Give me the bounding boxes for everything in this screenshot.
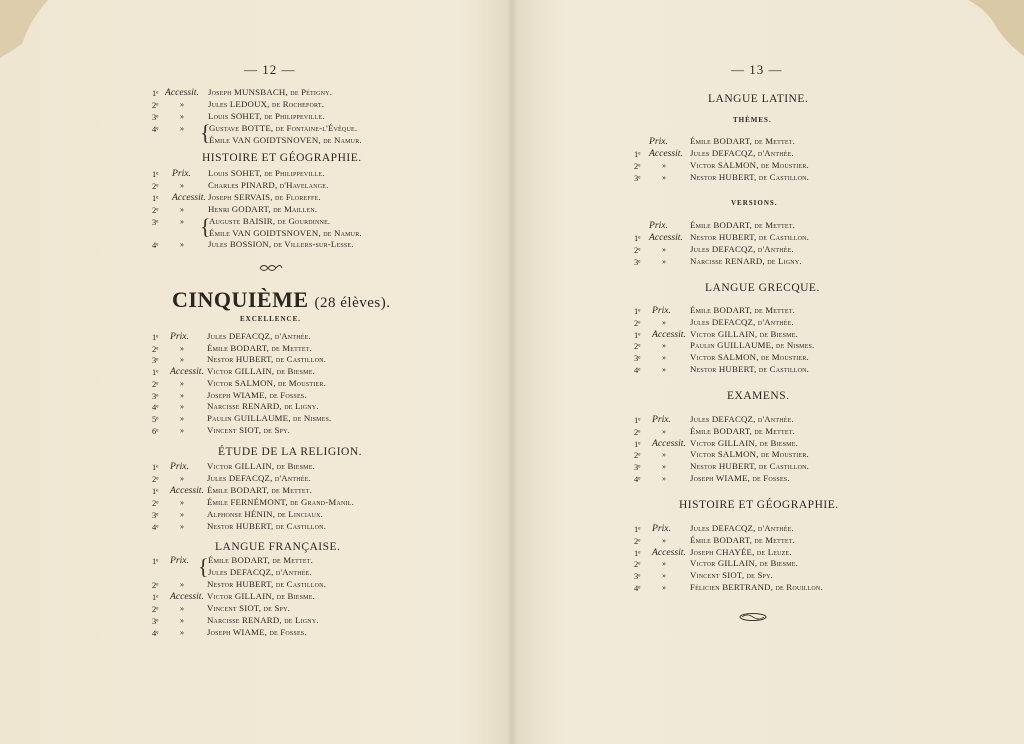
entry-ditto-mark: » (180, 99, 184, 109)
entry-award-type: Prix. (170, 461, 189, 472)
entry-rank: 1ᵉ (152, 192, 159, 203)
entry-award-type: Accessit. (649, 231, 683, 243)
entry-name: Jules DEFACQZ, d'Anthée. (690, 147, 794, 158)
entry-rank: 3ᵉ (152, 111, 159, 122)
entry-rank: 1ᵉ (152, 462, 159, 472)
entry-rank: 3ᵉ (634, 172, 641, 183)
entry-rank: 1ᵉ (152, 367, 159, 378)
entry-rank: 2ᵉ (152, 474, 159, 484)
entry-ditto-mark: » (662, 535, 666, 545)
entry-ditto-mark: » (180, 425, 184, 435)
section-heading: ÉTUDE DE LA RELIGION. (218, 446, 363, 458)
entry-ditto-mark: » (662, 474, 666, 483)
entry-name: Jules LEDOUX, de Rochefort. (208, 98, 325, 109)
entry-rank: 1ᵉ (152, 332, 159, 342)
entry-name: Nestor HUBERT, de Castillon. (207, 579, 327, 589)
entry-rank: 2ᵉ (634, 426, 641, 437)
entry-name: Victor SALMON, de Moustier. (690, 352, 809, 363)
entry-rank: 1ᵉ (152, 169, 159, 179)
entry-award-type: Accessit. (170, 591, 204, 602)
entry-rank: 1ᵉ (634, 148, 641, 159)
entry-name: Joseph WIAME, de Fosses. (207, 389, 307, 400)
entry-rank: 4ᵉ (152, 123, 159, 134)
entry-rank: 2ᵉ (152, 180, 159, 191)
entry-ditto-mark: » (662, 244, 666, 254)
entry-rank: 1ᵉ (152, 592, 159, 602)
entry-rank: 2ᵉ (634, 244, 641, 255)
entry-rank: 1ᵉ (634, 329, 641, 340)
section-heading: LANGUE LATINE. (708, 93, 809, 105)
entry-ditto-mark: » (662, 583, 666, 592)
entry-award-type: Prix. (172, 168, 191, 179)
entry-award-type: Accessit. (652, 437, 686, 449)
entry-name: Victor GILLAIN, de Biesme. (690, 437, 798, 448)
entry-ditto-mark: » (662, 426, 666, 436)
entry-award-type: Accessit. (170, 485, 204, 496)
entry-name: Victor GILLAIN, de Biesme. (690, 558, 798, 569)
entry-rank: 6ᵉ (152, 425, 159, 436)
page-number-left: — 12 — (244, 62, 296, 77)
entry-rank: 3ᵉ (634, 462, 641, 473)
entry-name: Émile BODART, de Mettet. (690, 220, 795, 230)
entry-name: Émile VAN GOIDTSNOVEN, de Namur. (209, 227, 362, 238)
ornament-divider (258, 263, 284, 273)
entry-name: Vincent SIOT, de Spy. (690, 570, 774, 581)
entry-name: Vincent SIOT, de Spy. (207, 603, 291, 613)
entry-name: Jules DEFACQZ, d'Anthée. (207, 331, 311, 341)
entry-rank: 2ᵉ (634, 535, 641, 546)
entry-name: Nestor HUBERT, de Castillon. (690, 171, 810, 182)
entry-ditto-mark: » (180, 240, 184, 250)
section-heading: LANGUE GRECQUE. (705, 282, 820, 294)
entry-name: Félicien BERTRAND, de Rouillon. (690, 582, 823, 592)
section-subheading: VERSIONS. (731, 199, 778, 207)
entry-name: Narcisse RENARD, de Ligny. (207, 401, 319, 412)
entry-rank: 2ᵉ (152, 498, 159, 508)
entry-award-type: Prix. (170, 331, 189, 342)
entry-rank: 1ᵉ (634, 306, 641, 316)
entry-rank: 3ᵉ (634, 353, 641, 364)
entry-ditto-mark: » (180, 180, 184, 190)
entry-ditto-mark: » (180, 628, 184, 637)
entry-rank: 4ᵉ (634, 474, 641, 484)
entry-rank: 4ᵉ (152, 402, 159, 413)
entry-name: Nestor HUBERT, de Castillon. (690, 461, 810, 472)
entry-award-type: Prix. (652, 305, 671, 316)
entry-rank: 3ᵉ (152, 510, 159, 520)
entry-ditto-mark: » (662, 341, 666, 351)
entry-ditto-mark: » (662, 450, 666, 460)
entry-name: Victor SALMON, de Moustier. (690, 159, 809, 170)
entry-name: Nestor HUBERT, de Castillon. (690, 231, 810, 242)
entry-award-type: Prix. (652, 414, 671, 425)
entry-rank: 4ᵉ (634, 583, 641, 593)
entry-name: Émile BODART, de Mettet. (207, 342, 312, 353)
entry-rank: 3ᵉ (634, 571, 641, 582)
entry-name: Auguste BAISIR, de Gourdinne. (209, 215, 331, 226)
entry-rank: 4ᵉ (152, 628, 159, 638)
entry-rank: 3ᵉ (634, 256, 641, 267)
entry-name: Nestor HUBERT, de Castillon. (207, 354, 327, 365)
entry-rank: 2ᵉ (152, 99, 159, 110)
entry-name: Louis SOHET, de Philippeville. (208, 168, 325, 178)
section-subheading: EXCELLENCE. (240, 315, 301, 323)
section-heading: EXAMENS. (727, 390, 790, 402)
class-heading-title: CINQUIÈME (172, 287, 309, 312)
entry-name: Émile BODART, de Mettet. (690, 136, 795, 146)
entry-ditto-mark: » (180, 498, 184, 507)
page-number-right: — 13 — (731, 62, 783, 77)
entry-name: Narcisse RENARD, de Ligny. (207, 615, 319, 625)
section-heading: LANGUE FRANÇAISE. (215, 541, 341, 553)
entry-name: Jules DEFACQZ, d'Anthée. (690, 316, 794, 327)
entry-name: Gustave BOTTE, de Fontaine-l'Évêque. (209, 122, 358, 133)
entry-name: Émile BODART, de Mettet. (690, 425, 795, 436)
entry-rank: 4ᵉ (634, 365, 641, 375)
entry-name: Joseph WIAME, de Fosses. (207, 627, 307, 637)
section-heading: HISTOIRE ET GÉOGRAPHIE. (679, 499, 839, 511)
entry-name: Victor GILLAIN, de Biesme. (690, 328, 798, 339)
entry-ditto-mark: » (662, 160, 666, 170)
entry-ditto-mark: » (180, 510, 184, 519)
entry-ditto-mark: » (662, 365, 666, 374)
entry-award-type: Accessit. (170, 366, 204, 378)
entry-name: Jules DEFACQZ, d'Anthée. (207, 473, 311, 483)
entry-ditto-mark: » (662, 462, 666, 472)
entry-ditto-mark: » (180, 580, 184, 589)
entry-rank: 3ᵉ (152, 216, 159, 227)
entry-rank: 1ᵉ (152, 88, 159, 98)
entry-ditto-mark: » (180, 378, 184, 388)
entry-name: Louis SOHET, de Philippeville. (208, 110, 325, 121)
entry-rank: 1ᵉ (634, 415, 641, 425)
entry-award-type: Accessit. (652, 328, 686, 340)
entry-award-type: Prix. (170, 555, 189, 566)
entry-name: Victor SALMON, de Moustier. (690, 449, 809, 460)
entry-name: Alphonse HÉNIN, de Linciaux. (207, 509, 324, 519)
entry-ditto-mark: » (180, 111, 184, 121)
entry-name: Joseph SERVAIS, de Floreffe. (208, 191, 321, 202)
entry-ditto-mark: » (180, 390, 184, 400)
entry-ditto-mark: » (662, 256, 666, 266)
entry-name: Jules DEFACQZ, d'Anthée. (690, 414, 794, 424)
entry-rank: 2ᵉ (152, 604, 159, 614)
entry-rank: 4ᵉ (152, 240, 159, 251)
entry-rank: 1ᵉ (634, 438, 641, 449)
brace-prev: { (200, 120, 211, 145)
entry-ditto-mark: » (662, 559, 666, 569)
entry-rank: 1ᵉ (634, 547, 641, 558)
entry-name: Émile BODART, de Mettet. (690, 534, 795, 545)
entry-name: Nestor HUBERT, de Castillon. (690, 364, 810, 374)
entry-name: Victor GILLAIN, de Biesme. (207, 461, 315, 471)
entry-rank: 2ᵉ (152, 204, 159, 215)
entry-name: Paulin GUILLAUME, de Nismes. (690, 340, 815, 351)
class-heading (172, 287, 390, 313)
entry-rank: 4ᵉ (152, 522, 159, 532)
class-heading-count: (28 élèves). (314, 295, 391, 311)
entry-rank: 1ᵉ (152, 556, 159, 566)
entry-rank: 3ᵉ (152, 355, 159, 366)
entry-award-type: Accessit. (649, 147, 683, 159)
entry-name: Émile BODART, de Mettet. (690, 305, 795, 315)
entry-award-type: Accessit. (165, 87, 199, 98)
entry-rank: 2ᵉ (152, 378, 159, 389)
entry-name: Victor SALMON, de Moustier. (207, 377, 326, 388)
entry-award-type: Prix. (649, 220, 668, 231)
entry-name: Jules DEFACQZ, d'Anthée. (690, 243, 794, 254)
entry-name: Victor GILLAIN, de Biesme. (207, 591, 315, 601)
entry-award-type: Accessit. (652, 546, 686, 558)
entry-name: Émile BODART, de Mettet. (207, 485, 312, 495)
entry-rank: 1ᵉ (634, 524, 641, 534)
entry-ditto-mark: » (180, 355, 184, 365)
entry-rank: 3ᵉ (152, 616, 159, 626)
entry-name: Henri GODART, de Maillen. (208, 203, 318, 214)
entry-rank: 2ᵉ (152, 343, 159, 354)
entry-name: Victor GILLAIN, de Biesme. (207, 366, 315, 377)
entry-ditto-mark: » (662, 353, 666, 363)
entry-ditto-mark: » (180, 216, 184, 226)
entry-name: Joseph WIAME, de Fosses. (690, 473, 790, 483)
entry-name: Émile BODART, de Mettet. (208, 555, 313, 565)
entry-name: Émile VAN GOIDTSNOVEN, de Namur. (209, 134, 362, 145)
entry-award-type: Prix. (652, 523, 671, 534)
right-page (512, 0, 1024, 744)
entry-name: Joseph CHAYÉE, de Leuze. (690, 546, 792, 557)
entry-rank: 2ᵉ (634, 450, 641, 461)
entry-rank: 1ᵉ (152, 486, 159, 496)
entry-name: Paulin GUILLAUME, de Nismes. (207, 412, 332, 423)
entry-name: Émile FERNÉMONT, de Grand-Manil. (207, 497, 354, 507)
entry-award-type: Prix. (649, 136, 668, 147)
entry-rank: 3ᵉ (152, 390, 159, 401)
entry-name: Joseph MUNSBACH, de Pétigny. (208, 87, 333, 97)
entry-rank: 5ᵉ (152, 413, 159, 424)
entry-rank: 1ᵉ (634, 232, 641, 243)
entry-name: Jules DEFACQZ, d'Anthée. (208, 567, 312, 577)
entry-ditto-mark: » (180, 413, 184, 423)
entry-ditto-mark: » (180, 474, 184, 483)
entry-ditto-mark: » (180, 402, 184, 412)
entry-ditto-mark: » (180, 123, 184, 133)
entry-name: Vincent SIOT, de Spy. (207, 424, 291, 435)
entry-name: Nestor HUBERT, de Castillon. (207, 521, 327, 531)
entry-name: Narcisse RENARD, de Ligny. (690, 255, 802, 266)
entry-ditto-mark: » (180, 343, 184, 353)
entry-name: Charles PINARD, d'Havelange. (208, 179, 329, 190)
entry-rank: 2ᵉ (634, 341, 641, 352)
entry-ditto-mark: » (662, 172, 666, 182)
entry-ditto-mark: » (180, 604, 184, 613)
section-heading: HISTOIRE ET GÉOGRAPHIE. (202, 152, 362, 164)
entry-award-type: Accessit. (172, 191, 206, 203)
entry-name: Jules BOSSION, de Villers-sur-Lesse. (208, 239, 354, 250)
entry-ditto-mark: » (662, 571, 666, 581)
section-subheading: THÈMES. (733, 116, 772, 124)
entry-ditto-mark: » (180, 204, 184, 214)
entry-ditto-mark: » (180, 616, 184, 625)
brace-franc: { (198, 554, 209, 579)
brace-hist: { (200, 214, 211, 239)
entry-rank: 2ᵉ (634, 160, 641, 171)
entry-rank: 2ᵉ (634, 317, 641, 328)
entry-rank: 2ᵉ (152, 580, 159, 590)
entry-rank: 2ᵉ (634, 559, 641, 570)
entry-ditto-mark: » (180, 522, 184, 531)
entry-ditto-mark: » (662, 317, 666, 327)
ornament-divider-end (738, 612, 768, 622)
entry-name: Jules DEFACQZ, d'Anthée. (690, 523, 794, 533)
